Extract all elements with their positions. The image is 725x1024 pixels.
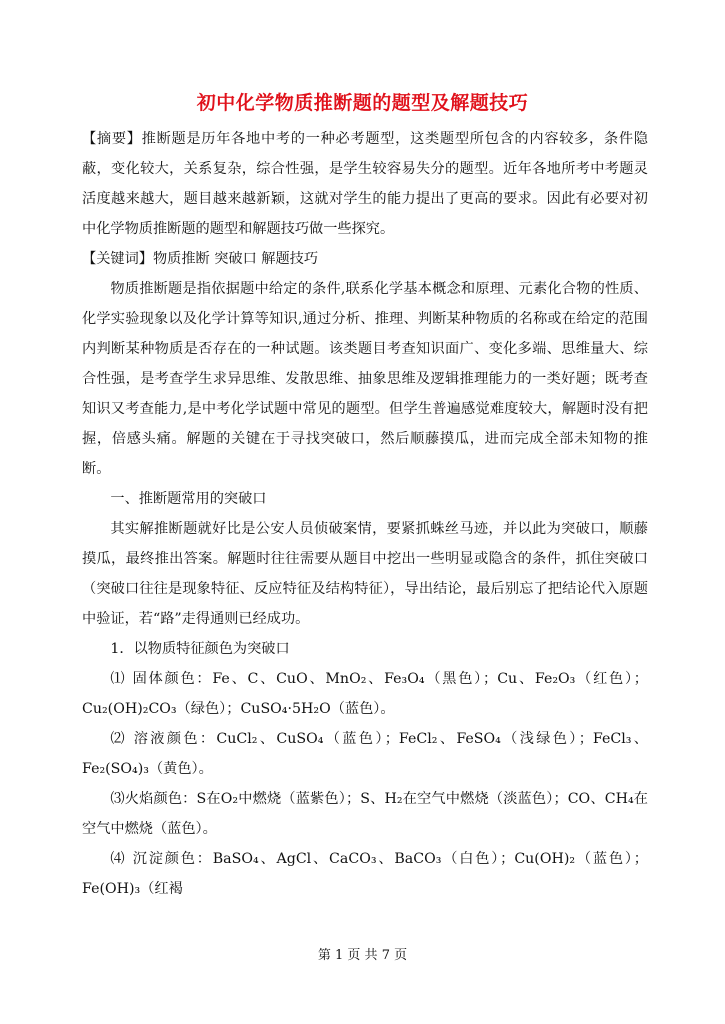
list-item-solid-colors: ⑴ 固体颜色：Fe、C、CuO、MnO₂、Fe₃O₄（黑色）；Cu、Fe₂O₃（红色）；Cu₂(OH)₂CO₃（绿色）；CuSO₄·5H₂O（蓝色）。 <box>82 671 648 717</box>
document-body <box>82 124 648 904</box>
intro-paragraph: 物质推断题是指依据题中给定的条件,联系化学基本概念和原理、元素化合物的性质、化学实验现象以及化学计算等知识,通过分析、推理、判断某种物质的名称或在给定的范围内判断某种物质是否存在的一种试题。该类题目考查知识面广、变化多端、思维量大、综合性强，是考查学生求异思维、发散思维、抽象思维及逻辑推理能力的一类好题；既考查知识又考查能力,是中考化学试题中常见的题型。但学生普遍感觉难度较大，解题时没有把握，倍感头痛。解题的关键在于寻找突破口，然后顺藤摸瓜，进而完成全部未知物的推断。 <box>82 281 648 477</box>
section-heading: 一、推断题常用的突破口 <box>110 491 267 507</box>
list-item-flame-colors: ⑶火焰颜色：S在O₂中燃烧（蓝紫色）；S、H₂在空气中燃烧（淡蓝色）；CO、CH₄在空气中燃烧（蓝色）。 <box>82 791 648 837</box>
page-footer: 第 1 页 共 7 页 <box>317 948 408 963</box>
document-title: 初中化学物质推断题的题型及解题技巧 <box>196 92 529 114</box>
subsection-heading: 1．以物质特征颜色为突破口 <box>110 641 290 657</box>
section-paragraph: 其实解推断题就好比是公安人员侦破案情，要紧抓蛛丝马迹，并以此为突破口，顺藤摸瓜，最终推出答案。解题时往往需要从题目中挖出一些明显或隐含的条件，抓住突破口（突破口往往是现象特征、反应特征及结构特征），导出结论，最后别忘了把结论代入原题中验证，若“路”走得通则已经成功。 <box>82 521 648 627</box>
keywords-line: 【关键词】物质推断 突破口 解题技巧 <box>82 251 319 267</box>
list-item-precipitate-colors: ⑷ 沉淀颜色：BaSO₄、AgCl、CaCO₃、BaCO₃（白色）；Cu(OH)₂（蓝色）；Fe(OH)₃（红褐 <box>82 851 648 897</box>
list-item-solution-colors: ⑵ 溶液颜色：CuCl₂、CuSO₄（蓝色）；FeCl₂、FeSO₄（浅绿色）；FeCl₃、Fe₂(SO₄)₃（黄色）。 <box>82 731 648 777</box>
abstract-paragraph: 【摘要】推断题是历年各地中考的一种必考题型，这类题型所包含的内容较多，条件隐蔽，变化较大，关系复杂，综合性强，是学生较容易失分的题型。近年各地所考中考题灵活度越来越大，题目越来越新颖，这就对学生的能力提出了更高的要求。因此有必要对初中化学物质推断题的题型和解题技巧做一些探究。 <box>82 131 648 237</box>
